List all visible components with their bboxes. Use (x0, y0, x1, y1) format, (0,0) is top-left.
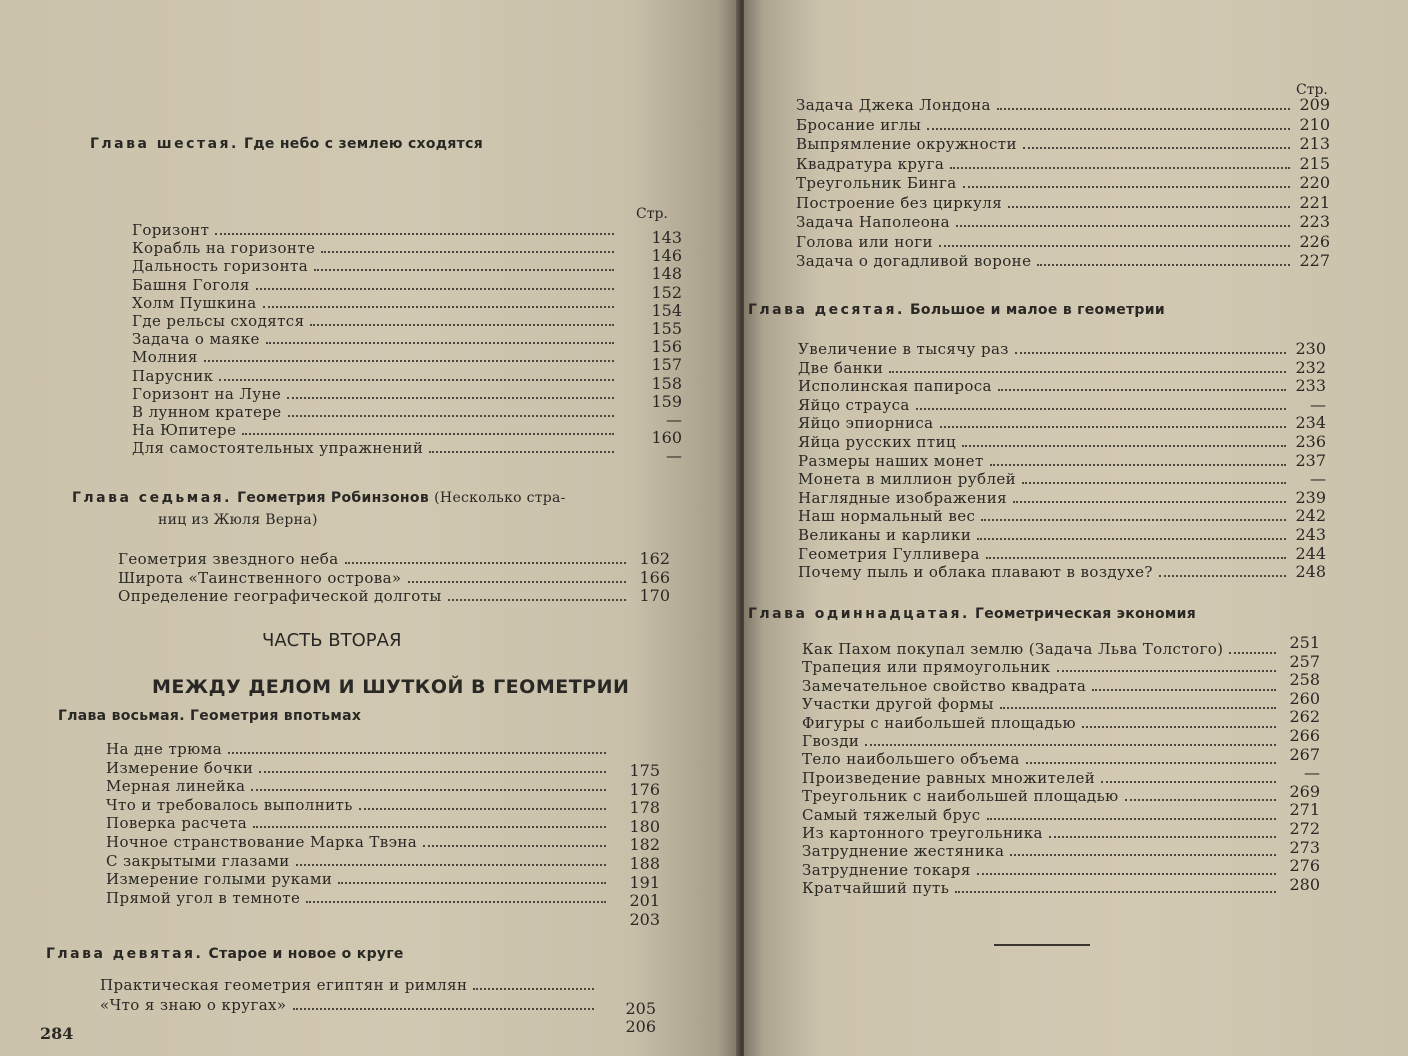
chapter-6-entry (132, 312, 620, 330)
chapter-6-page-number: 143 (651, 228, 682, 247)
chapter-11-entry-title: Участки другой формы (802, 695, 994, 714)
chapter-8-heading (58, 708, 361, 724)
chapter-6-entry (132, 385, 620, 403)
dot-leader (228, 740, 606, 754)
contents-page-number: 215 (1299, 153, 1330, 173)
chapter-6-entry-title: Для самостоятельных упражнений (132, 439, 424, 458)
dot-leader (1057, 658, 1276, 672)
chapter-6-entry (132, 257, 620, 275)
chapter-9-entry (100, 976, 600, 994)
chapter-8-entry-title: Прямой угол в темноте (106, 888, 301, 907)
chapter-6-entry (132, 276, 620, 294)
chapter-6-entry (132, 330, 620, 348)
chapter-10-page-number: 234 (1295, 413, 1326, 433)
chapter-10-entry (798, 489, 1292, 507)
contents-page-number: 213 (1299, 134, 1330, 153)
chapter-6-page-number: — (666, 446, 682, 466)
chapter-6-page-number: 159 (651, 391, 682, 411)
chapter-11-entry-title: Самый тяжелый брус (802, 805, 981, 824)
chapter-10-page-number: 232 (1295, 357, 1326, 377)
dot-leader (204, 348, 614, 362)
dot-leader (408, 569, 626, 583)
chapter-11-entry (802, 640, 1282, 658)
contents-entry (796, 135, 1296, 153)
dot-leader (359, 796, 606, 810)
chapter-9-entry (100, 996, 600, 1014)
dot-leader (338, 870, 606, 884)
contents-entry-title: Задача Джека Лондона (796, 96, 991, 114)
chapter-8-page-number: 178 (629, 798, 660, 818)
chapter-7-entry-title: Геометрия звездного неба (118, 550, 339, 568)
part-title: МЕЖДУ ДЕЛОМ И ШУТКОЙ В ГЕОМЕТРИИ (152, 676, 630, 698)
dot-leader (263, 294, 614, 308)
chapter-11-page-number: 272 (1289, 819, 1320, 838)
chapter-11-entry (802, 714, 1282, 732)
dot-leader (1026, 750, 1276, 764)
dot-leader (916, 396, 1286, 410)
dot-leader (219, 367, 614, 381)
dot-leader (1022, 470, 1286, 484)
chapter-11-entry-title: Затруднение жестяника (802, 842, 1005, 861)
dot-leader (1023, 135, 1290, 149)
chapter-6-page-number: — (666, 410, 682, 429)
chapter-8-entry (106, 796, 612, 814)
contents-page-number: 220 (1299, 173, 1330, 192)
chapter-6-entry (132, 239, 620, 257)
chapter-10-page-number: — (1310, 469, 1326, 489)
chapter-11-entry-title: Кратчайший путь (802, 879, 950, 898)
dot-leader (1010, 842, 1276, 856)
page-column-label: Стр. (1296, 82, 1328, 98)
chapter-8-entry-title: Что и требовалось выполнить (106, 795, 353, 814)
chapter-11-entry-title: Произведение равных множителей (802, 768, 1096, 787)
chapter-9-entry-title: «Что я знаю о кругах» (100, 996, 287, 1014)
chapter-11-entry-title: Как Пахом покупал землю (Задача Льва Толстого) (802, 640, 1224, 658)
chapter-10-page-number: 236 (1295, 432, 1326, 451)
contents-entry-title: Задача Наполеона (796, 213, 950, 231)
chapter-7-subtitle-1: (Несколько стра- (434, 490, 566, 506)
dot-leader (253, 814, 606, 828)
dot-leader (1049, 824, 1276, 838)
dot-leader (1125, 787, 1276, 801)
chapter-7-title: Геометрия Робинзонов (237, 490, 429, 506)
page-column-label: Стр. (636, 206, 668, 222)
contents-entry (796, 213, 1296, 231)
chapter-8-page-number: 182 (629, 835, 660, 855)
chapter-6-page-number: 152 (651, 282, 682, 302)
dot-leader (950, 155, 1290, 169)
chapter-10-entry-title: Увеличение в тысячу раз (798, 340, 1009, 358)
chapter-7-lead: Глава седьмая. (72, 490, 232, 506)
chapter-10-entry-title: Размеры наших монет (798, 451, 984, 470)
chapter-8-entry-title: С закрытыми глазами (106, 851, 290, 870)
chapter-8-entry-title: Поверка расчета (106, 814, 248, 833)
dot-leader (215, 221, 614, 235)
chapter-11-entry (802, 787, 1282, 805)
chapter-8-page-number: 188 (629, 854, 660, 873)
right-page (744, 0, 1408, 1056)
dot-leader (266, 330, 614, 344)
chapter-9-page-number: 206 (625, 1017, 656, 1036)
chapter-6-entry-title: Дальность горизонта (132, 257, 309, 276)
dot-leader (473, 976, 594, 990)
chapter-10-page-number: 243 (1295, 525, 1326, 544)
chapter-11-entry (802, 750, 1282, 768)
dot-leader (990, 452, 1286, 466)
dot-leader (997, 96, 1290, 110)
chapter-7-entry-title: Определение географической долготы (118, 587, 442, 605)
end-rule (994, 944, 1090, 946)
chapter-7-entry (118, 587, 632, 605)
chapter-11-entry (802, 769, 1282, 787)
chapter-11-page-number: 251 (1289, 633, 1320, 652)
chapter-10-page-number: 237 (1295, 450, 1326, 470)
dot-leader (345, 550, 626, 564)
chapter-6-title: Где небо с землею сходятся (244, 136, 483, 152)
chapter-10-title: Большое и малое в геометрии (909, 302, 1165, 318)
chapter-11-page-number: 258 (1289, 670, 1320, 690)
chapter-11-heading (748, 606, 1196, 622)
chapter-10-entry-title: Яйца русских птиц (798, 433, 957, 451)
chapter-10-page-number: 244 (1295, 543, 1326, 563)
dot-leader (1015, 340, 1286, 354)
chapter-11-entry (802, 658, 1282, 676)
contents-entry-title: Голова или ноги (796, 232, 933, 251)
chapter-10-entry-title: Яйцо страуса (798, 395, 910, 414)
contents-page-number: 223 (1299, 212, 1330, 231)
dot-leader (987, 806, 1276, 820)
chapter-6-entry (132, 294, 620, 312)
dot-leader (293, 996, 595, 1010)
chapter-11-entry-title: Фигуры с наибольшей площадью (802, 713, 1077, 732)
chapter-11-page-number: 260 (1289, 688, 1320, 708)
chapter-11-title: Геометрическая экономия (975, 606, 1197, 622)
chapter-6-page-number: 158 (651, 373, 682, 393)
chapter-6-entry-title: Парусник (132, 366, 214, 385)
dot-leader (288, 403, 614, 417)
chapter-10-page-number: 248 (1295, 562, 1326, 582)
contents-entry-title: Задача о догадливой вороне (796, 252, 1032, 270)
chapter-10-entry (798, 340, 1292, 358)
chapter-10-page-number: — (1310, 394, 1326, 414)
chapter-10-page-number: 242 (1295, 506, 1326, 526)
chapter-9-entry-title: Практическая геометрия египтян и римлян (100, 976, 468, 994)
dot-leader (287, 385, 614, 399)
chapter-6-lead: Глава шестая. (90, 136, 239, 152)
contents-entry (796, 116, 1296, 134)
chapter-6-entry-title: Где рельсы сходятся (132, 312, 305, 330)
chapter-8-entry (106, 833, 612, 851)
chapter-6-entry-title: Холм Пушкина (132, 293, 257, 312)
chapter-8-title: Геометрия впотьмах (190, 708, 362, 724)
contents-entry (796, 174, 1296, 192)
dot-leader (1082, 714, 1276, 728)
contents-entry (796, 252, 1296, 270)
dot-leader (986, 545, 1286, 559)
chapter-11-entry-title: Треугольник с наибольшей площадью (802, 787, 1119, 806)
chapter-11-entry (802, 695, 1282, 713)
contents-page-number: 221 (1299, 192, 1330, 212)
chapter-8-entry-title: Измерение голыми руками (106, 870, 333, 889)
chapter-10-entry (798, 414, 1292, 432)
chapter-11-page-number: 269 (1289, 781, 1320, 801)
dot-leader (1008, 194, 1290, 208)
chapter-8-entry (106, 870, 612, 888)
dot-leader (259, 759, 606, 773)
chapter-11-entry (802, 861, 1282, 879)
chapter-10-entry (798, 396, 1292, 414)
contents-page-number: 226 (1299, 231, 1330, 251)
dot-leader (429, 439, 614, 453)
dot-leader (977, 861, 1276, 875)
chapter-11-page-number: 267 (1289, 744, 1320, 764)
chapter-11-entry-title: Из картонного треугольника (802, 824, 1043, 842)
chapter-8-page-number: 175 (629, 761, 660, 780)
dot-leader (314, 257, 614, 271)
chapter-6-page-number: 154 (651, 300, 682, 320)
chapter-10-entry-title: Монета в миллион рублей (798, 470, 1017, 489)
chapter-8-entry (106, 852, 612, 870)
contents-entry-title: Треугольник Бинга (796, 174, 957, 192)
chapter-10-entry (798, 507, 1292, 525)
dot-leader (242, 421, 614, 435)
part-label: ЧАСТЬ ВТОРАЯ (262, 630, 402, 651)
chapter-6-entry-title: Задача о маяке (132, 330, 260, 349)
chapter-8-page-number: 191 (629, 872, 660, 892)
chapter-10-entry (798, 433, 1292, 451)
chapter-11-entry (802, 677, 1282, 695)
contents-entry (796, 194, 1296, 212)
chapter-9-heading (46, 946, 404, 962)
dot-leader (1101, 769, 1276, 783)
dot-leader (251, 777, 606, 791)
chapter-10-page-number: 239 (1295, 487, 1326, 507)
chapter-11-entry (802, 842, 1282, 860)
dot-leader (956, 213, 1290, 227)
dot-leader (962, 433, 1286, 447)
chapter-9-title: Старое и новое о круге (208, 946, 404, 962)
chapter-6-entry-title: Молния (132, 348, 198, 367)
chapter-6-entry-title: На Юпитере (132, 421, 237, 440)
contents-page-number: 209 (1299, 95, 1330, 114)
contents-entry-title: Выпрямление окружности (796, 135, 1017, 153)
dot-leader (1092, 677, 1276, 691)
dot-leader (1013, 489, 1286, 503)
contents-entry (796, 155, 1296, 173)
dot-leader (981, 507, 1286, 521)
chapter-11-entry (802, 824, 1282, 842)
chapter-10-heading (748, 302, 1165, 318)
dot-leader (865, 732, 1276, 746)
contents-entry-title: Бросание иглы (796, 115, 922, 134)
chapter-7-page-number: 170 (639, 586, 670, 605)
chapter-8-entry-title: На дне трюма (106, 740, 223, 758)
chapter-6-page-number: 155 (651, 319, 682, 338)
dot-leader (955, 879, 1276, 893)
contents-entry (796, 96, 1296, 114)
chapter-8-page-number: 203 (629, 909, 660, 929)
chapter-7-page-number: 162 (639, 549, 670, 568)
dot-leader (939, 233, 1290, 247)
chapter-6-page-number: 156 (651, 337, 682, 357)
contents-entry-title: Построение без циркуля (796, 193, 1003, 212)
chapter-7-entry (118, 569, 632, 587)
dot-leader (423, 833, 606, 847)
dot-leader (1037, 252, 1290, 266)
chapter-6-page-number: 148 (651, 264, 682, 284)
chapter-10-entry-title: Наглядные изображения (798, 488, 1008, 507)
chapter-11-entry-title: Гвозди (802, 732, 860, 750)
contents-entry-title: Квадратура круга (796, 154, 945, 173)
chapter-6-entry-title: Корабль на горизонте (132, 239, 316, 258)
chapter-11-entry (802, 732, 1282, 750)
chapter-6-entry-title: Горизонт (132, 221, 210, 239)
dot-leader (927, 116, 1290, 130)
chapter-11-entry (802, 879, 1282, 897)
chapter-6-entry (132, 348, 620, 366)
dot-leader (310, 312, 614, 326)
chapter-7-entry-title: Широта «Таинственного острова» (118, 568, 402, 587)
chapter-10-entry (798, 470, 1292, 488)
chapter-8-entry (106, 777, 612, 795)
dot-leader (963, 174, 1290, 188)
chapter-11-page-number: 280 (1289, 874, 1320, 894)
chapter-6-entry (132, 439, 620, 457)
chapter-6-page-number: 146 (651, 246, 682, 266)
chapter-8-page-number: 176 (629, 779, 660, 799)
chapter-6-entry-title: В лунном кратере (132, 403, 282, 421)
dot-leader (977, 526, 1286, 540)
chapter-11-entry-title: Тело наибольшего объема (802, 750, 1020, 769)
chapter-8-entry-title: Ночное странствование Марка Твэна (106, 833, 418, 851)
dot-leader (306, 889, 606, 903)
chapter-10-page-number: 230 (1295, 339, 1326, 358)
chapter-9-lead: Глава девятая. (46, 946, 204, 962)
chapter-8-page-number: 201 (629, 891, 660, 911)
chapter-7-heading (72, 490, 566, 506)
chapter-10-entry-title: Наш нормальный вес (798, 507, 976, 526)
chapter-11-entry-title: Замечательное свойство квадрата (802, 676, 1087, 695)
dot-leader (889, 359, 1286, 373)
chapter-11-page-number: 262 (1289, 707, 1320, 727)
chapter-11-page-number: 257 (1289, 651, 1320, 671)
chapter-11-entry-title: Трапеция или прямоугольник (802, 658, 1051, 677)
chapter-10-lead: Глава десятая. (748, 302, 905, 318)
contents-page-number: 210 (1299, 114, 1330, 134)
chapter-6-heading (90, 136, 483, 152)
chapter-10-entry-title: Яйцо эпиорниса (798, 414, 934, 433)
chapter-6-entry (132, 421, 620, 439)
chapter-11-entry (802, 806, 1282, 824)
chapter-6-entry (132, 367, 620, 385)
page-number: 284 (40, 1024, 74, 1043)
chapter-8-entry-title: Мерная линейка (106, 777, 246, 796)
chapter-11-page-number: 266 (1289, 726, 1320, 745)
contents-entry (796, 233, 1296, 251)
chapter-11-page-number: — (1304, 763, 1320, 783)
chapter-8-entry (106, 740, 612, 758)
chapter-11-page-number: 273 (1289, 837, 1320, 857)
chapter-6-entry-title: Башня Гоголя (132, 275, 250, 294)
dot-leader (1000, 695, 1276, 709)
chapter-8-entry-title: Измерение бочки (106, 758, 254, 777)
chapter-11-page-number: 276 (1289, 856, 1320, 876)
chapter-10-entry-title: Почему пыль и облака плавают в воздухе? (798, 563, 1153, 582)
chapter-10-entry (798, 377, 1292, 395)
chapter-10-entry (798, 452, 1292, 470)
chapter-7-heading-cont (158, 512, 318, 528)
chapter-8-entry (106, 759, 612, 777)
chapter-9-page-number: 205 (625, 999, 656, 1018)
dot-leader (998, 377, 1286, 391)
chapter-6-page-number: 160 (651, 428, 682, 448)
chapter-10-entry-title: Великаны и карлики (798, 526, 972, 544)
chapter-10-entry (798, 359, 1292, 377)
dot-leader (940, 414, 1286, 428)
chapter-7-entry (118, 550, 632, 568)
dot-leader (296, 852, 606, 866)
chapter-8-entry (106, 814, 612, 832)
chapter-10-entry-title: Две банки (798, 358, 884, 377)
chapter-10-entry (798, 545, 1292, 563)
dot-leader (321, 239, 614, 253)
dot-leader (256, 276, 614, 290)
chapter-6-page-number: 157 (651, 355, 682, 375)
contents-page-number: 227 (1299, 251, 1330, 270)
chapter-8-lead: Глава восьмая. (58, 708, 185, 724)
chapter-10-entry-title: Геометрия Гулливера (798, 544, 980, 563)
dot-leader (448, 587, 626, 601)
chapter-6-entry (132, 403, 620, 421)
chapter-6-entry (132, 221, 620, 239)
chapter-10-entry (798, 563, 1292, 581)
chapter-10-entry (798, 526, 1292, 544)
chapter-11-page-number: 271 (1289, 800, 1320, 820)
chapter-10-entry-title: Исполинская папироса (798, 377, 992, 396)
chapter-7-page-number: 166 (639, 567, 670, 587)
chapter-8-page-number: 180 (629, 816, 660, 836)
chapter-11-lead: Глава одиннадцатая. (748, 606, 970, 622)
chapter-11-entry-title: Затруднение токаря (802, 860, 971, 879)
chapter-7-subtitle-2: ниц из Жюля Верна) (158, 512, 318, 528)
chapter-6-entry-title: Горизонт на Луне (132, 384, 282, 403)
chapter-10-page-number: 233 (1295, 376, 1326, 396)
chapter-8-entry (106, 889, 612, 907)
